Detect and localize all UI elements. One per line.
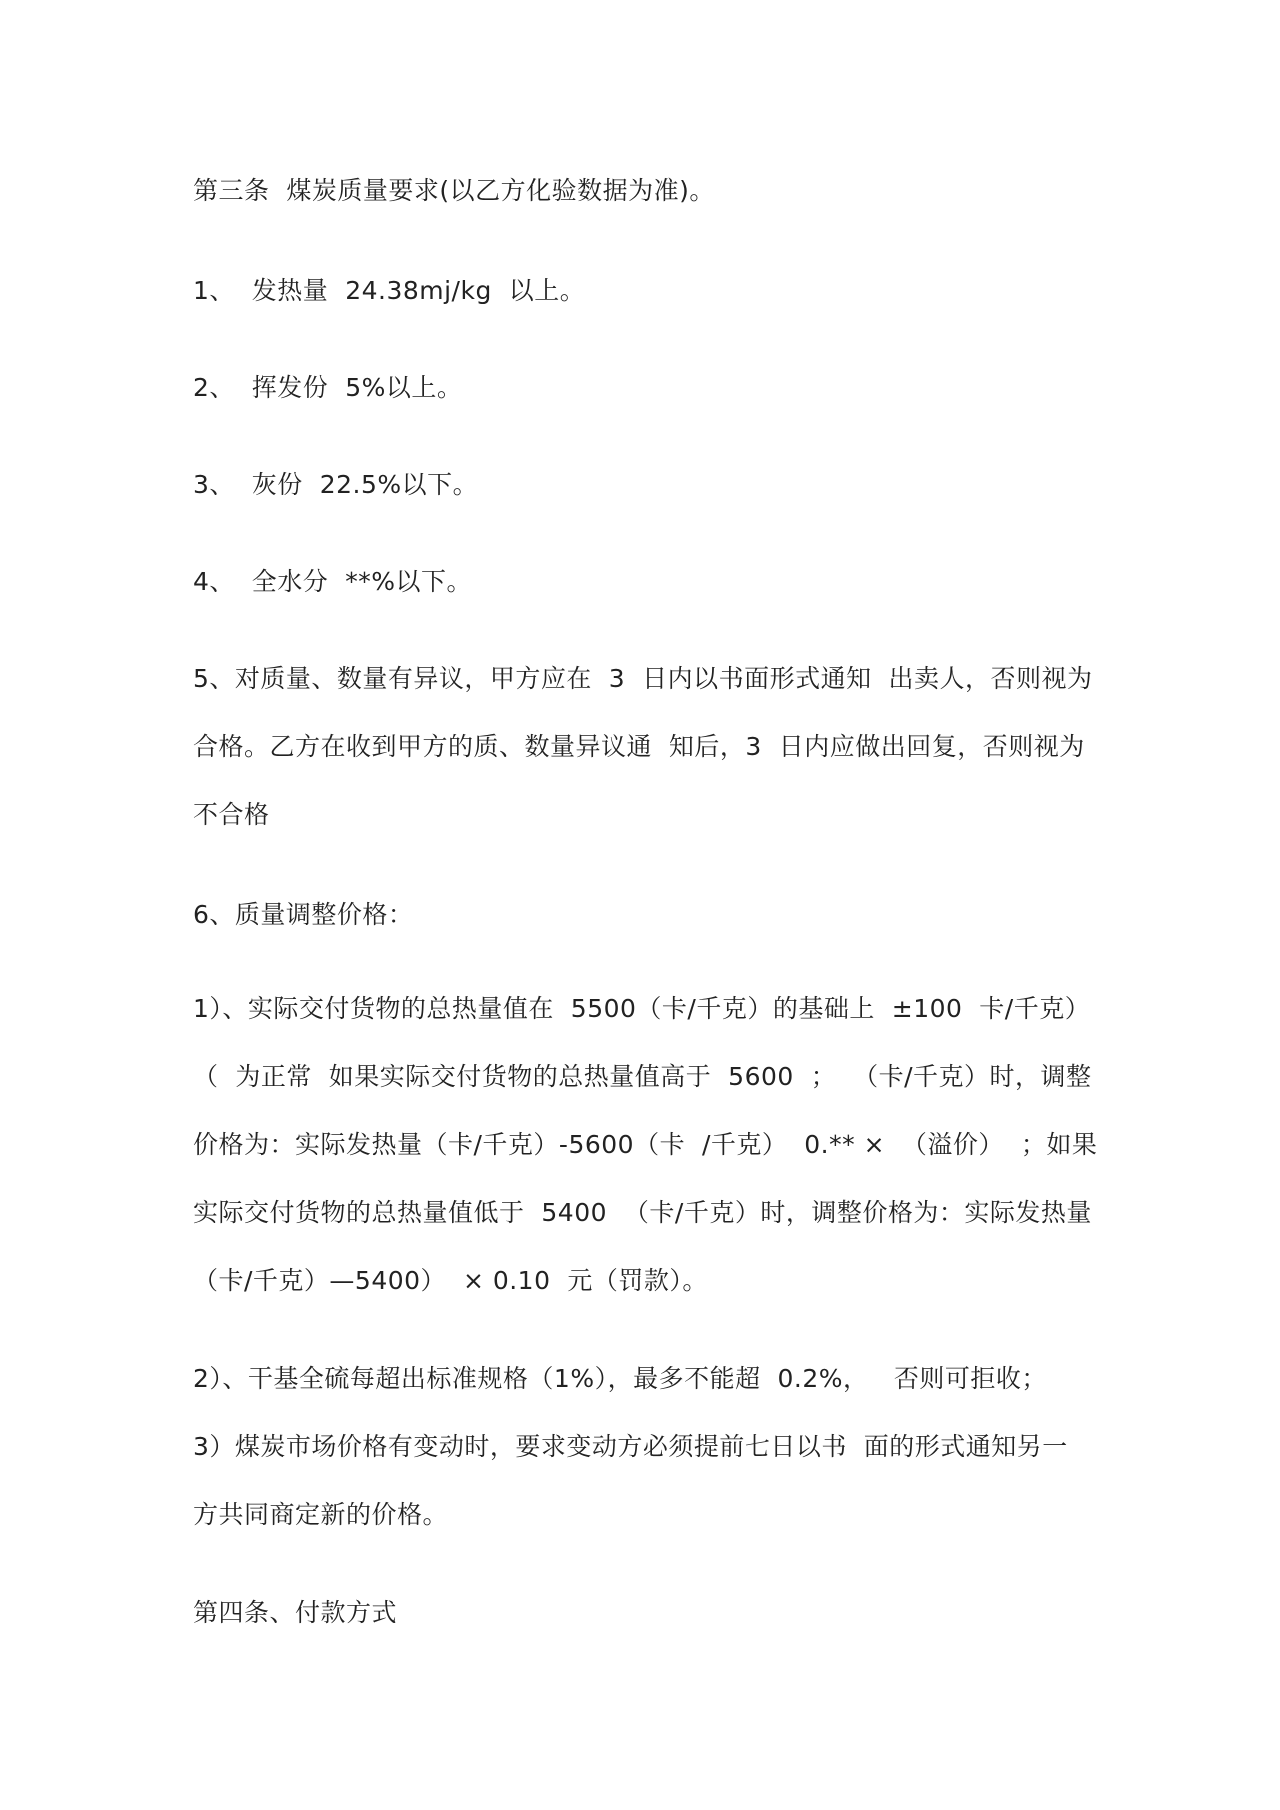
article-3-heading: 第三条 煤炭质量要求(以乙方化验数据为准)。 bbox=[193, 176, 715, 205]
price-adjust-1-line-2: （ 为正常 如果实际交付货物的总热量值高于 5600 ； （卡/千克）时，调整 bbox=[193, 1062, 1092, 1091]
price-adjust-3-line-1: 3）煤炭市场价格有变动时，要求变动方必须提前七日以书 面的形式通知另一 bbox=[193, 1432, 1068, 1461]
item-5-line-3: 不合格 bbox=[193, 800, 270, 829]
item-2-volatile-matter: 2、 挥发份 5%以上。 bbox=[193, 373, 463, 402]
item-3-ash-content: 3、 灰份 22.5%以下。 bbox=[193, 470, 479, 499]
price-adjust-1-line-5: （卡/千克）—5400） × 0.10 元（罚款）。 bbox=[193, 1266, 708, 1295]
price-adjust-2-sulfur: 2）、干基全硫每超出标准规格（1%），最多不能超 0.2%， 否则可拒收； bbox=[193, 1364, 1047, 1393]
price-adjust-3-line-2: 方共同商定新的价格。 bbox=[193, 1500, 449, 1529]
article-4-heading: 第四条、付款方式 bbox=[193, 1598, 398, 1627]
item-1-heating-value: 1、 发热量 24.38mj/kg 以上。 bbox=[193, 276, 586, 305]
item-5-line-1: 5、对质量、数量有异议，甲方应在 3 日内以书面形式通知 出卖人，否则视为 bbox=[193, 664, 1093, 693]
price-adjust-1-line-3: 价格为：实际发热量（卡/千克）-5600（卡 /千克） 0.** × （溢价） ；如果 bbox=[193, 1130, 1098, 1159]
item-6-heading: 6、质量调整价格： bbox=[193, 900, 414, 929]
item-4-total-moisture: 4、 全水分 **%以下。 bbox=[193, 567, 472, 596]
item-5-line-2: 合格。乙方在收到甲方的质、数量异议通 知后，3 日内应做出回复，否则视为 bbox=[193, 732, 1085, 761]
price-adjust-1-line-4: 实际交付货物的总热量值低于 5400 （卡/千克）时，调整价格为：实际发热量 bbox=[193, 1198, 1092, 1227]
price-adjust-1-line-1: 1）、实际交付货物的总热量值在 5500（卡/千克）的基础上 ±100 卡/千克） bbox=[193, 994, 1091, 1023]
